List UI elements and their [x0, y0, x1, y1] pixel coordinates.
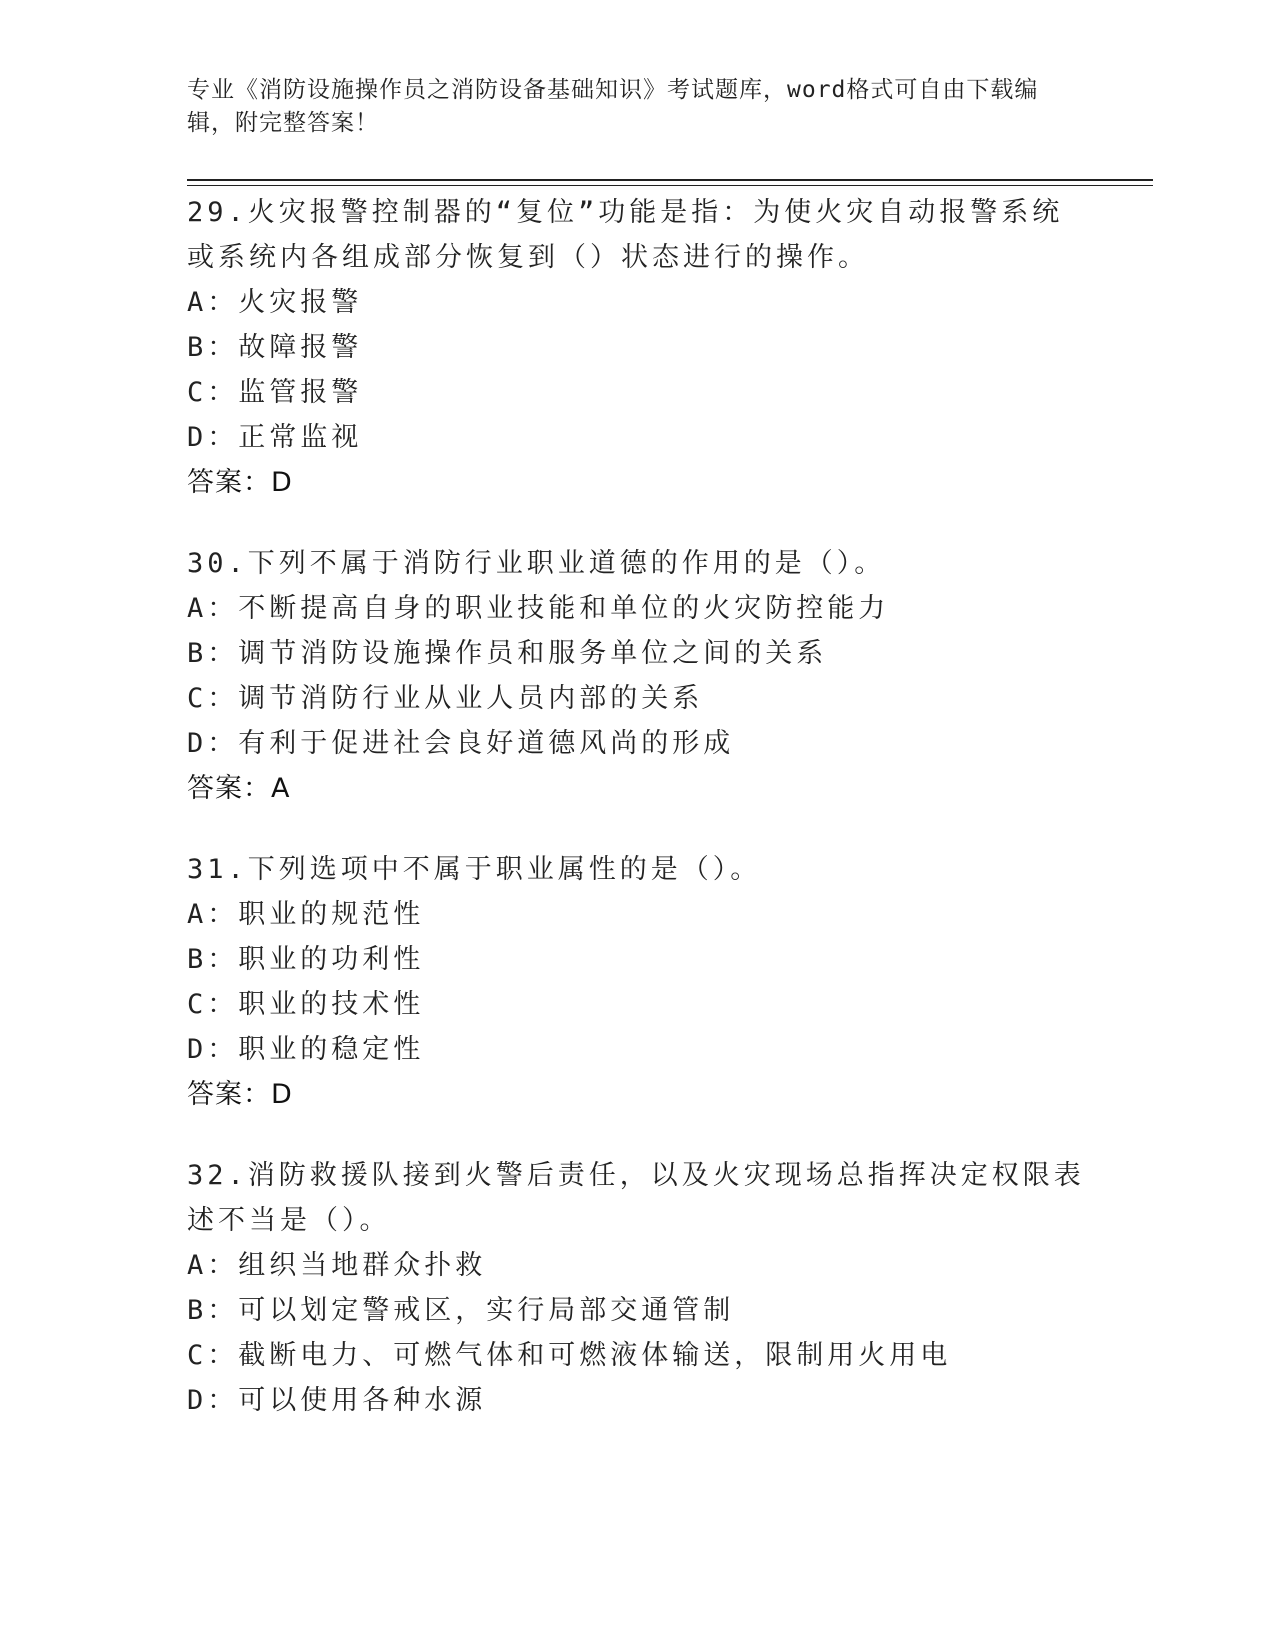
- option-b: B：可以划定警戒区，实行局部交通管制: [187, 1295, 735, 1326]
- option-a: A：火灾报警: [187, 287, 363, 318]
- answer: 答案：D: [187, 1079, 293, 1110]
- question-stem: 31.下列选项中不属于职业属性的是（）。: [187, 854, 762, 885]
- question-stem: 29.火灾报警控制器的“复位”功能是指：为使火灾自动报警系统或系统内各组成部分恢复到（）状态进行的操作。: [187, 197, 1064, 273]
- question-32: [187, 1153, 1087, 1423]
- option-c: C：截断电力、可燃气体和可燃液体输送，限制用火用电: [187, 1340, 952, 1371]
- option-b: B：职业的功利性: [187, 944, 425, 975]
- option-b: B：故障报警: [187, 332, 363, 363]
- option-c: C：调节消防行业从业人员内部的关系: [187, 683, 704, 714]
- option-c: C：监管报警: [187, 377, 363, 408]
- header-rule-thin: [187, 185, 1153, 186]
- question-31: [187, 847, 1087, 1118]
- option-d: D：可以使用各种水源: [187, 1385, 487, 1416]
- document-header: 专业《消防设施操作员之消防设备基础知识》考试题库，word格式可自由下载编辑，附完整答案！: [187, 77, 1039, 136]
- option-c: C：职业的技术性: [187, 989, 425, 1020]
- option-a: A：组织当地群众扑救: [187, 1250, 487, 1281]
- option-a: A：职业的规范性: [187, 899, 425, 930]
- answer: 答案：D: [187, 467, 293, 498]
- answer: 答案：A: [187, 773, 291, 804]
- question-stem: 32.消防救援队接到火警后责任，以及火灾现场总指挥决定权限表述不当是（）。: [187, 1160, 1085, 1236]
- question-29: [187, 190, 1087, 506]
- question-30: [187, 541, 1087, 812]
- question-stem: 30.下列不属于消防行业职业道德的作用的是（）。: [187, 548, 886, 579]
- option-b: B：调节消防设施操作员和服务单位之间的关系: [187, 638, 828, 669]
- option-d: D：正常监视: [187, 422, 363, 453]
- option-a: A：不断提高自身的职业技能和单位的火灾防控能力: [187, 593, 890, 624]
- question-list: [187, 190, 1087, 1458]
- option-d: D：职业的稳定性: [187, 1034, 425, 1065]
- header-rule-thick: [187, 179, 1153, 181]
- option-d: D：有利于促进社会良好道德风尚的形成: [187, 728, 735, 759]
